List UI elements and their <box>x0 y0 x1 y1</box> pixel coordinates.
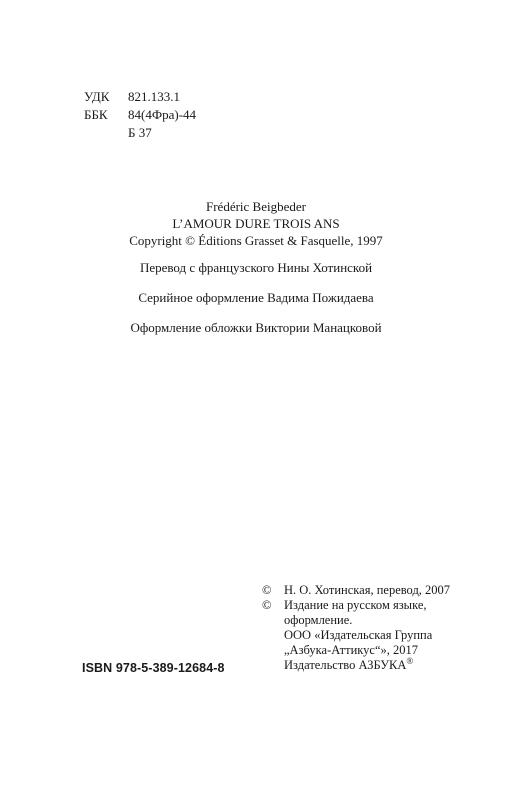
bbk-row <box>84 107 196 125</box>
udk-value: 821.133.1 <box>128 89 180 104</box>
copyright-row-publisher-name <box>262 643 462 658</box>
copyright-notices <box>262 583 462 673</box>
series-design-credit: Серийное оформление Вадима Пожидаева <box>138 290 374 305</box>
copyright-row-edition <box>262 598 462 613</box>
library-classification <box>84 89 196 143</box>
translation-credit: Перевод с французского Нины Хотинской <box>139 260 373 275</box>
copyright-publisher-name: „Азбука-Аттикус“», 2017 <box>284 643 419 657</box>
copyright-design: оформление. <box>284 613 353 627</box>
bbk-label: ББК <box>84 107 108 122</box>
original-copyright: Copyright © Éditions Grasset & Fasquelle, 1997 <box>129 233 383 248</box>
copyright-row-imprint <box>262 655 462 673</box>
copyright-imprint <box>284 655 462 673</box>
copyright-row-translation <box>262 583 462 598</box>
copyright-publisher: ООО «Издательская Группа <box>284 628 433 642</box>
author-mark: Б 37 <box>128 125 152 140</box>
original-author: Frédéric Beigbeder <box>206 199 306 214</box>
copyright-edition: Издание на русском языке, <box>284 598 427 612</box>
original-title: L’AMOUR DURE TROIS ANS <box>172 216 340 231</box>
author-mark-row <box>84 125 196 143</box>
udk-label: УДК <box>84 89 110 104</box>
production-credits <box>0 260 512 350</box>
imprint-name: Издательство АЗБУКА <box>284 658 407 672</box>
cover-design-credit: Оформление обложки Виктории Манацковой <box>130 320 382 335</box>
copyright-row-design <box>262 613 462 628</box>
copyright-sign: © <box>262 583 272 597</box>
original-edition-info <box>0 199 512 250</box>
copyright-sign: © <box>262 598 272 612</box>
isbn: ISBN 978-5-389-12684-8 <box>82 661 225 675</box>
udk-row <box>84 89 196 107</box>
bbk-value: 84(4Фра)-44 <box>128 107 197 122</box>
registered-mark: ® <box>406 655 414 666</box>
copyright-translation: Н. О. Хотинская, перевод, 2007 <box>284 583 451 597</box>
copyright-row-publisher <box>262 628 462 643</box>
